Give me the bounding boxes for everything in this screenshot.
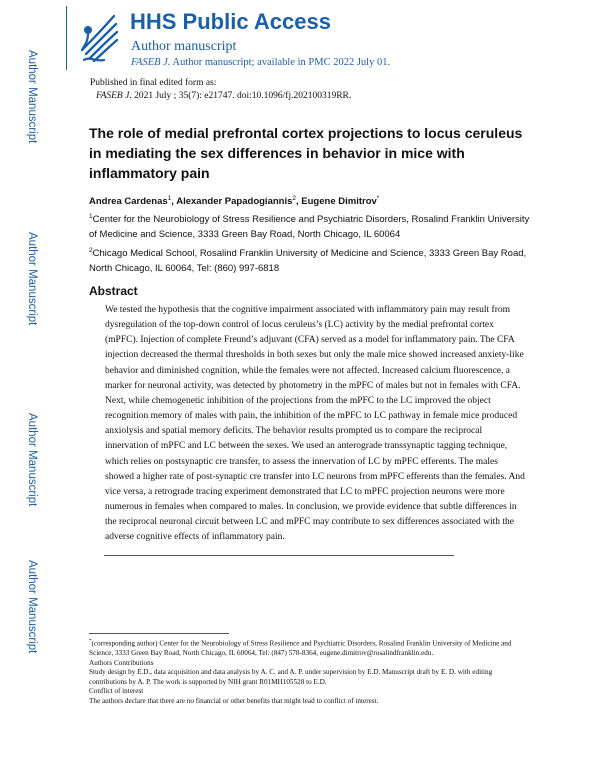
- contributions-text: Study design by E.D., data acquisition and data analysis by A. C. and A. P. under supervision by E.D. Manuscript draft by E. D. with editing contributions by A. P. The work is supported by NIH grant R01MH105528 to E.D.: [89, 668, 493, 686]
- author-name: Eugene Dimitrov: [301, 196, 377, 208]
- affiliation-mark: 1: [89, 213, 93, 220]
- article-title: The role of medial prefrontal cortex projections to locus ceruleus in mediating the sex differences in behavior in mice with inflammatory pain: [89, 125, 523, 181]
- citation-text: 2021 July ; 35(7): e21747. doi:10.1096/fj.202100319RR.: [131, 91, 352, 101]
- published-label: Published in final edited form as:: [90, 78, 217, 88]
- author-mark: *: [376, 195, 380, 202]
- side-label-1: Author Manuscript: [26, 50, 38, 144]
- author-mark: 2: [292, 195, 297, 202]
- abstract-heading: Abstract: [89, 284, 138, 298]
- conflict-text: The authors declare that there are no financial or other benefits that might lead to conflict of interest.: [89, 696, 379, 705]
- author-name: Andrea Cardenas: [89, 196, 168, 208]
- affiliation-text: Center for the Neurobiology of Stress Resilience and Psychiatric Disorders, Rosalind Franklin University of Medicine and Science, 3333 Green Bay Road, North Chicago, IL 60064: [89, 214, 530, 241]
- author-separator: ,: [171, 196, 177, 208]
- hhs-public-access-title: HHS Public Access: [130, 9, 331, 34]
- citation-journal: FASEB J.: [96, 91, 132, 101]
- side-label-3: Author Manuscript: [26, 413, 38, 507]
- contributions-heading: Authors Contributions: [89, 658, 154, 667]
- author-manuscript-subtitle: Author manuscript: [131, 39, 237, 54]
- conflict-heading: Conflict of interest: [89, 687, 144, 696]
- author-separator: ,: [296, 196, 302, 208]
- hhs-eagle-logo-icon: [76, 10, 122, 66]
- affiliation-2: [89, 243, 539, 276]
- publication-info: [90, 77, 351, 103]
- side-label-2: Author Manuscript: [26, 232, 38, 326]
- affiliation-mark: 2: [89, 247, 93, 254]
- footnotes: [89, 637, 529, 707]
- affiliation-1: [89, 209, 539, 242]
- corresponding-author-text: (corresponding author) Center for the Neurobiology of Stress Resilience and Psychiatric Disorders, Rosalind Franklin University of Medicine and Science, 3333 Green Bay Road, North Chicago, IL 60064, Tel: (847) 578-8364, eugene.dimitrov@rosalindfranklin.edu.: [89, 639, 512, 657]
- header-divider-line: [66, 6, 67, 70]
- abstract-body: We tested the hypothesis that the cognitive impairment associated with inflammatory pain may result from dysregulation of the top-down control of locus ceruleus’s (LC) activity by the medial prefrontal cortex (mPFC). Injection of complete Freund’s adjuvant (CFA) served as a model for inflammatory pain. The CFA injection decreased the thermal thresholds in both sexes but only the male mice showed increased anxiety-like behavior and diminished cognition, while the females were not affected. Increased calcium fluorescence, a marker for neuronal activity, was detected by photometry in the mPFC of males but not in females with CFA. Next, while chemogenetic inhibition of the projections from the mPFC to the LC improved the object recognition memory of males with pain, the inhibition of the mPFC to LC pathway in female mice produced anxiolysis and spatial memory deficits. The behavior results prompted us to compare the reciprocal innervation of mPFC and LC between the sexes. We used an anterograde transsynaptic tagging technique, which relies on postsynaptic cre transfer, to assess the innervation of LC by mPFC efferents. The males showed a higher rate of post-synaptic cre transfer into LC neurons from mPFC efferents than the females. And vice versa, a retrograde tracing experiment demonstrated that LC to mPFC projection neurons were more numerous in females when compared to males. In conclusion, we provide evidence that subtle differences in the reciprocal neuronal circuit between LC and mPFC may contribute to sex differences associated with the adverse cognitive effects of inflammatory pain.: [105, 305, 525, 543]
- author-list: [89, 195, 379, 207]
- availability-journal: FASEB J.: [131, 57, 171, 68]
- author-mark: 1: [167, 195, 172, 202]
- abstract-end-rule: [104, 555, 454, 556]
- availability-line: [131, 57, 390, 68]
- corresponding-author-note: [89, 637, 529, 659]
- footnote-mark: *: [89, 639, 92, 644]
- citation-line: [90, 90, 351, 103]
- author-name: Alexander Papadogiannis: [176, 196, 293, 208]
- availability-text: Author manuscript; available in PMC 2022 July 01.: [170, 57, 391, 68]
- sidebar: [0, 0, 72, 776]
- affiliation-text: Chicago Medical School, Rosalind Franklin University of Medicine and Science, 3333 Green Bay Road, North Chicago, IL 60064, Tel: (860) 997-6818: [89, 248, 527, 275]
- side-label-4: Author Manuscript: [26, 560, 38, 654]
- footnote-rule: [89, 633, 229, 634]
